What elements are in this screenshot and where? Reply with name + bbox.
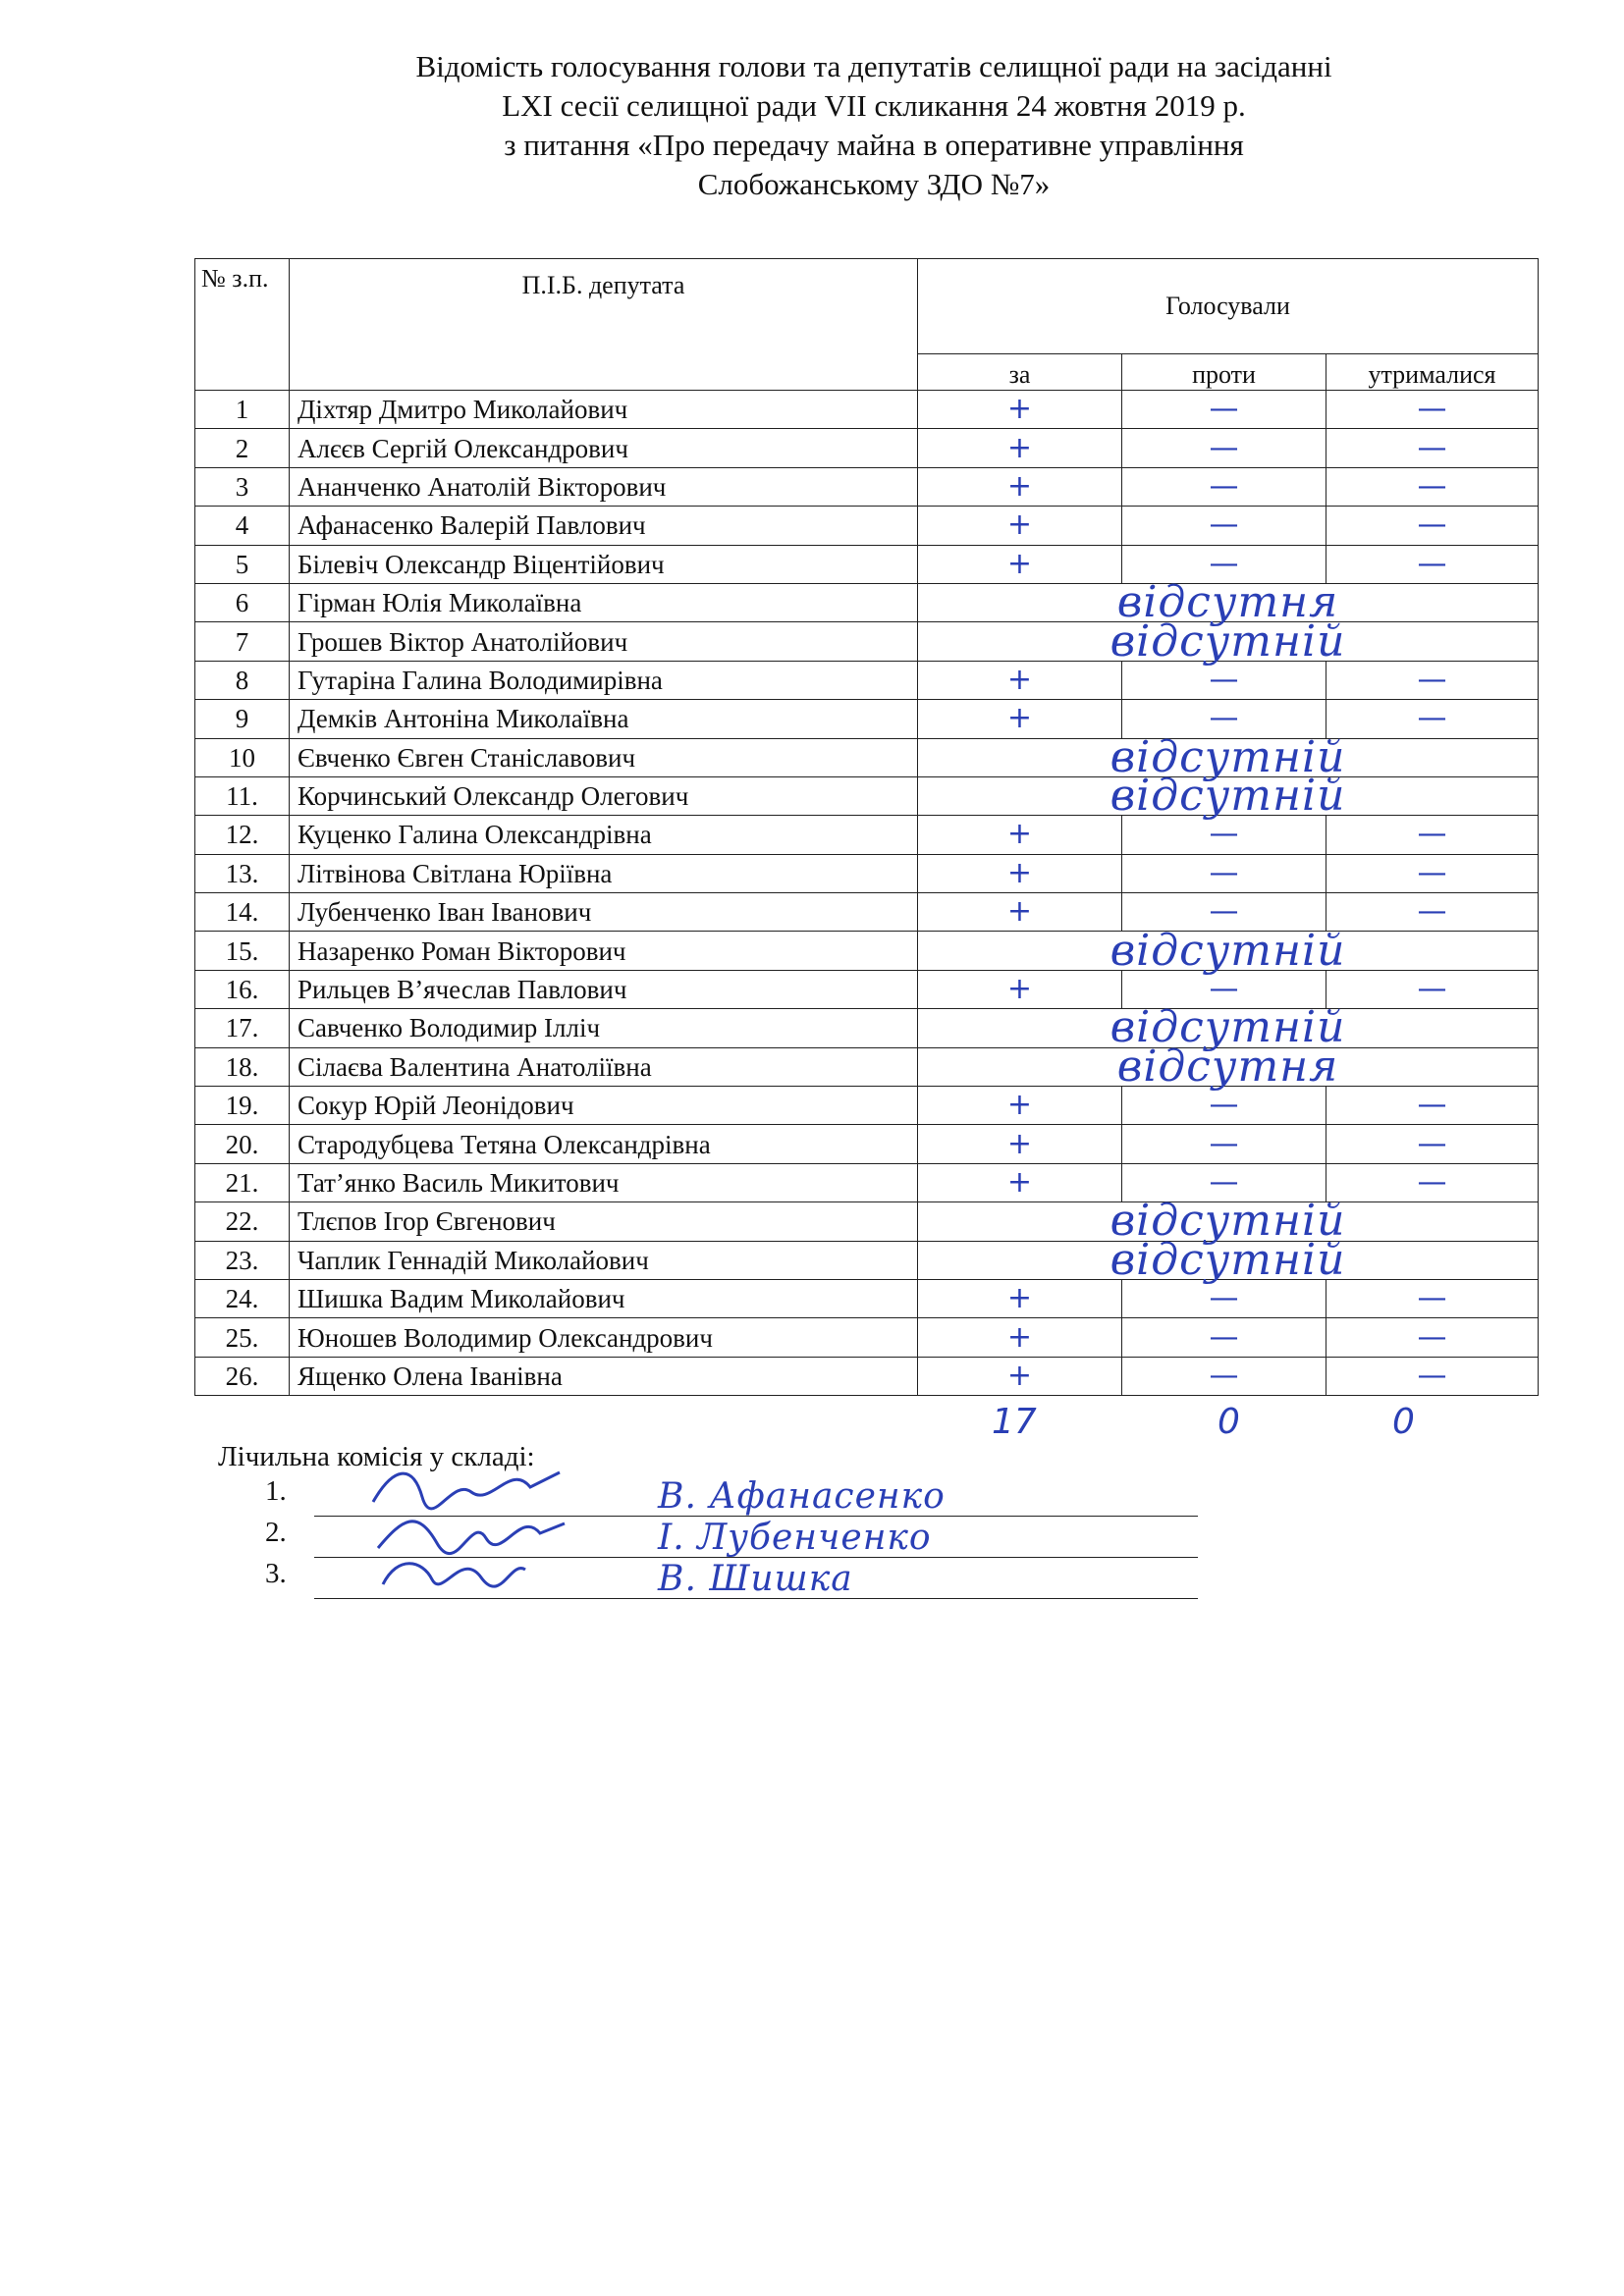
deputy-name: Савченко Володимир Ілліч — [290, 1009, 918, 1047]
row-number: 1 — [195, 391, 290, 429]
header-against: проти — [1122, 353, 1326, 390]
table-row — [195, 1318, 1539, 1357]
deputy-name: Шишка Вадим Миколайович — [290, 1279, 918, 1317]
vote-abstained-mark: — — [1326, 970, 1539, 1008]
total-against: 0 — [1218, 1402, 1240, 1442]
row-number: 22. — [195, 1202, 290, 1241]
absent-mark: відсутній — [918, 622, 1539, 661]
row-number: 20. — [195, 1125, 290, 1163]
table-row — [195, 429, 1539, 467]
vote-abstained-mark: — — [1326, 467, 1539, 506]
deputy-name: Чаплик Геннадій Миколайович — [290, 1241, 918, 1279]
deputy-name: Тат’янко Василь Микитович — [290, 1163, 918, 1201]
deputy-name: Літвінова Світлана Юріївна — [290, 854, 918, 892]
absent-mark: відсутній — [918, 932, 1539, 970]
vote-against-mark: — — [1122, 545, 1326, 583]
vote-against-mark: — — [1122, 970, 1326, 1008]
deputy-name: Тлєпов Ігор Євгенович — [290, 1202, 918, 1241]
vote-abstained-mark: — — [1326, 429, 1539, 467]
absent-mark: відсутній — [918, 1202, 1539, 1241]
row-number: 10 — [195, 738, 290, 776]
signature-row — [265, 1558, 1198, 1599]
vote-for-mark: + — [918, 429, 1122, 467]
vote-abstained-mark: — — [1326, 545, 1539, 583]
vote-for-mark: + — [918, 1163, 1122, 1201]
deputy-name: Білевіч Олександр Віцентійович — [290, 545, 918, 583]
signature-name: І. Лубенченко — [658, 1518, 932, 1558]
commission-label: Лічильна комісія у складі: — [218, 1441, 535, 1472]
row-number: 4 — [195, 507, 290, 545]
table-row — [195, 1125, 1539, 1163]
deputy-name: Сокур Юрій Леонідович — [290, 1087, 918, 1125]
signature-name: В. Афанасенко — [658, 1476, 946, 1517]
deputy-name: Назаренко Роман Вікторович — [290, 932, 918, 970]
header-name: П.І.Б. депутата — [290, 259, 918, 391]
absent-mark: відсутній — [918, 738, 1539, 776]
row-number: 17. — [195, 1009, 290, 1047]
row-number: 15. — [195, 932, 290, 970]
row-number: 14. — [195, 893, 290, 932]
row-number: 13. — [195, 854, 290, 892]
table-row — [195, 622, 1539, 661]
deputy-name: Євченко Євген Станіславович — [290, 738, 918, 776]
row-number: 18. — [195, 1047, 290, 1086]
signature-name: В. Шишка — [658, 1559, 853, 1599]
row-number: 7 — [195, 622, 290, 661]
vote-against-mark: — — [1122, 1357, 1326, 1395]
vote-against-mark: — — [1122, 893, 1326, 932]
vote-against-mark: — — [1122, 429, 1326, 467]
table-row — [195, 776, 1539, 815]
row-number: 3 — [195, 467, 290, 506]
header-abstained: утрималися — [1326, 353, 1539, 390]
title-line-3: з питання «Про передачу майна в оперативне управління — [504, 128, 1244, 162]
row-number: 23. — [195, 1241, 290, 1279]
header-number: № з.п. — [195, 259, 290, 391]
title-line-1: Відомість голосування голови та депутатів селищної ради на засіданні — [415, 49, 1332, 83]
vote-abstained-mark: — — [1326, 1087, 1539, 1125]
row-number: 26. — [195, 1357, 290, 1395]
table-row — [195, 1357, 1539, 1395]
row-number: 25. — [195, 1318, 290, 1357]
table-row — [195, 1087, 1539, 1125]
deputy-name: Ященко Олена Іванівна — [290, 1357, 918, 1395]
row-number: 21. — [195, 1163, 290, 1201]
row-number: 5 — [195, 545, 290, 583]
deputy-name: Рильцев В’ячеслав Павлович — [290, 970, 918, 1008]
vote-against-mark: — — [1122, 391, 1326, 429]
document-title — [236, 47, 1512, 204]
row-number: 19. — [195, 1087, 290, 1125]
vote-for-mark: + — [918, 1087, 1122, 1125]
table-row — [195, 391, 1539, 429]
deputy-name: Гірман Юлія Миколаївна — [290, 583, 918, 621]
vote-against-mark: — — [1122, 467, 1326, 506]
signature-number: 3. — [265, 1558, 287, 1589]
deputy-name: Сілаєва Валентина Анатоліївна — [290, 1047, 918, 1086]
absent-mark: відсутній — [918, 1241, 1539, 1279]
table-row — [195, 661, 1539, 699]
title-line-4: Слобожанському ЗДО №7» — [697, 167, 1051, 201]
row-number: 2 — [195, 429, 290, 467]
vote-against-mark: — — [1122, 1318, 1326, 1357]
header-for: за — [918, 353, 1122, 390]
vote-against-mark: — — [1122, 661, 1326, 699]
deputy-name: Ананченко Анатолій Вікторович — [290, 467, 918, 506]
total-abstained: 0 — [1392, 1402, 1415, 1442]
deputy-name: Афанасенко Валерій Павлович — [290, 507, 918, 545]
table-row — [195, 932, 1539, 970]
table-row — [195, 1279, 1539, 1317]
vote-abstained-mark: — — [1326, 507, 1539, 545]
row-number: 8 — [195, 661, 290, 699]
vote-for-mark: + — [918, 816, 1122, 854]
voting-table — [194, 258, 1539, 1396]
table-row — [195, 854, 1539, 892]
vote-for-mark: + — [918, 1318, 1122, 1357]
vote-abstained-mark: — — [1326, 391, 1539, 429]
deputy-name: Демків Антоніна Миколаївна — [290, 700, 918, 738]
vote-abstained-mark: — — [1326, 700, 1539, 738]
vote-abstained-mark: — — [1326, 1318, 1539, 1357]
vote-for-mark: + — [918, 1125, 1122, 1163]
table-row — [195, 467, 1539, 506]
deputy-name: Діхтяр Дмитро Миколайович — [290, 391, 918, 429]
table-row — [195, 507, 1539, 545]
table-row — [195, 1241, 1539, 1279]
deputy-name: Куценко Галина Олександрівна — [290, 816, 918, 854]
table-row — [195, 816, 1539, 854]
vote-abstained-mark: — — [1326, 854, 1539, 892]
title-line-2: LXI сесії селищної ради VII скликання 24 жовтня 2019 р. — [502, 88, 1246, 123]
deputy-name: Алєєв Сергій Олександрович — [290, 429, 918, 467]
deputy-name: Юношев Володимир Олександрович — [290, 1318, 918, 1357]
vote-for-mark: + — [918, 700, 1122, 738]
signature-number: 1. — [265, 1475, 287, 1507]
vote-abstained-mark: — — [1326, 893, 1539, 932]
vote-for-mark: + — [918, 545, 1122, 583]
vote-abstained-mark: — — [1326, 1163, 1539, 1201]
row-number: 16. — [195, 970, 290, 1008]
vote-abstained-mark: — — [1326, 1357, 1539, 1395]
vote-for-mark: + — [918, 661, 1122, 699]
row-number: 6 — [195, 583, 290, 621]
vote-for-mark: + — [918, 507, 1122, 545]
voting-table-body — [195, 391, 1539, 1396]
header-voted: Голосували — [918, 259, 1539, 354]
absent-mark: відсутній — [918, 776, 1539, 815]
vote-abstained-mark: — — [1326, 1279, 1539, 1317]
vote-against-mark: — — [1122, 1125, 1326, 1163]
vote-for-mark: + — [918, 467, 1122, 506]
deputy-name: Стародубцева Тетяна Олександрівна — [290, 1125, 918, 1163]
vote-for-mark: + — [918, 854, 1122, 892]
deputy-name: Гутаріна Галина Володимирівна — [290, 661, 918, 699]
absent-mark: відсутній — [918, 1009, 1539, 1047]
vote-for-mark: + — [918, 1279, 1122, 1317]
vote-for-mark: + — [918, 893, 1122, 932]
absent-mark: відсутня — [918, 583, 1539, 621]
absent-mark: відсутня — [918, 1047, 1539, 1086]
deputy-name: Грошев Віктор Анатолійович — [290, 622, 918, 661]
vote-against-mark: — — [1122, 507, 1326, 545]
table-row — [195, 1047, 1539, 1086]
total-for: 17 — [992, 1402, 1037, 1442]
vote-against-mark: — — [1122, 854, 1326, 892]
vote-for-mark: + — [918, 970, 1122, 1008]
vote-against-mark: — — [1122, 1087, 1326, 1125]
deputy-name: Корчинський Олександр Олегович — [290, 776, 918, 815]
vote-abstained-mark: — — [1326, 816, 1539, 854]
row-number: 24. — [195, 1279, 290, 1317]
vote-against-mark: — — [1122, 816, 1326, 854]
vote-abstained-mark: — — [1326, 1125, 1539, 1163]
signature-number: 2. — [265, 1517, 287, 1548]
row-number: 11. — [195, 776, 290, 815]
row-number: 12. — [195, 816, 290, 854]
vote-for-mark: + — [918, 391, 1122, 429]
vote-for-mark: + — [918, 1357, 1122, 1395]
vote-abstained-mark: — — [1326, 661, 1539, 699]
deputy-name: Лубенченко Іван Іванович — [290, 893, 918, 932]
row-number: 9 — [195, 700, 290, 738]
signature-scribble-icon — [363, 1540, 579, 1599]
vote-against-mark: — — [1122, 1279, 1326, 1317]
vote-against-mark: — — [1122, 1163, 1326, 1201]
vote-against-mark: — — [1122, 700, 1326, 738]
